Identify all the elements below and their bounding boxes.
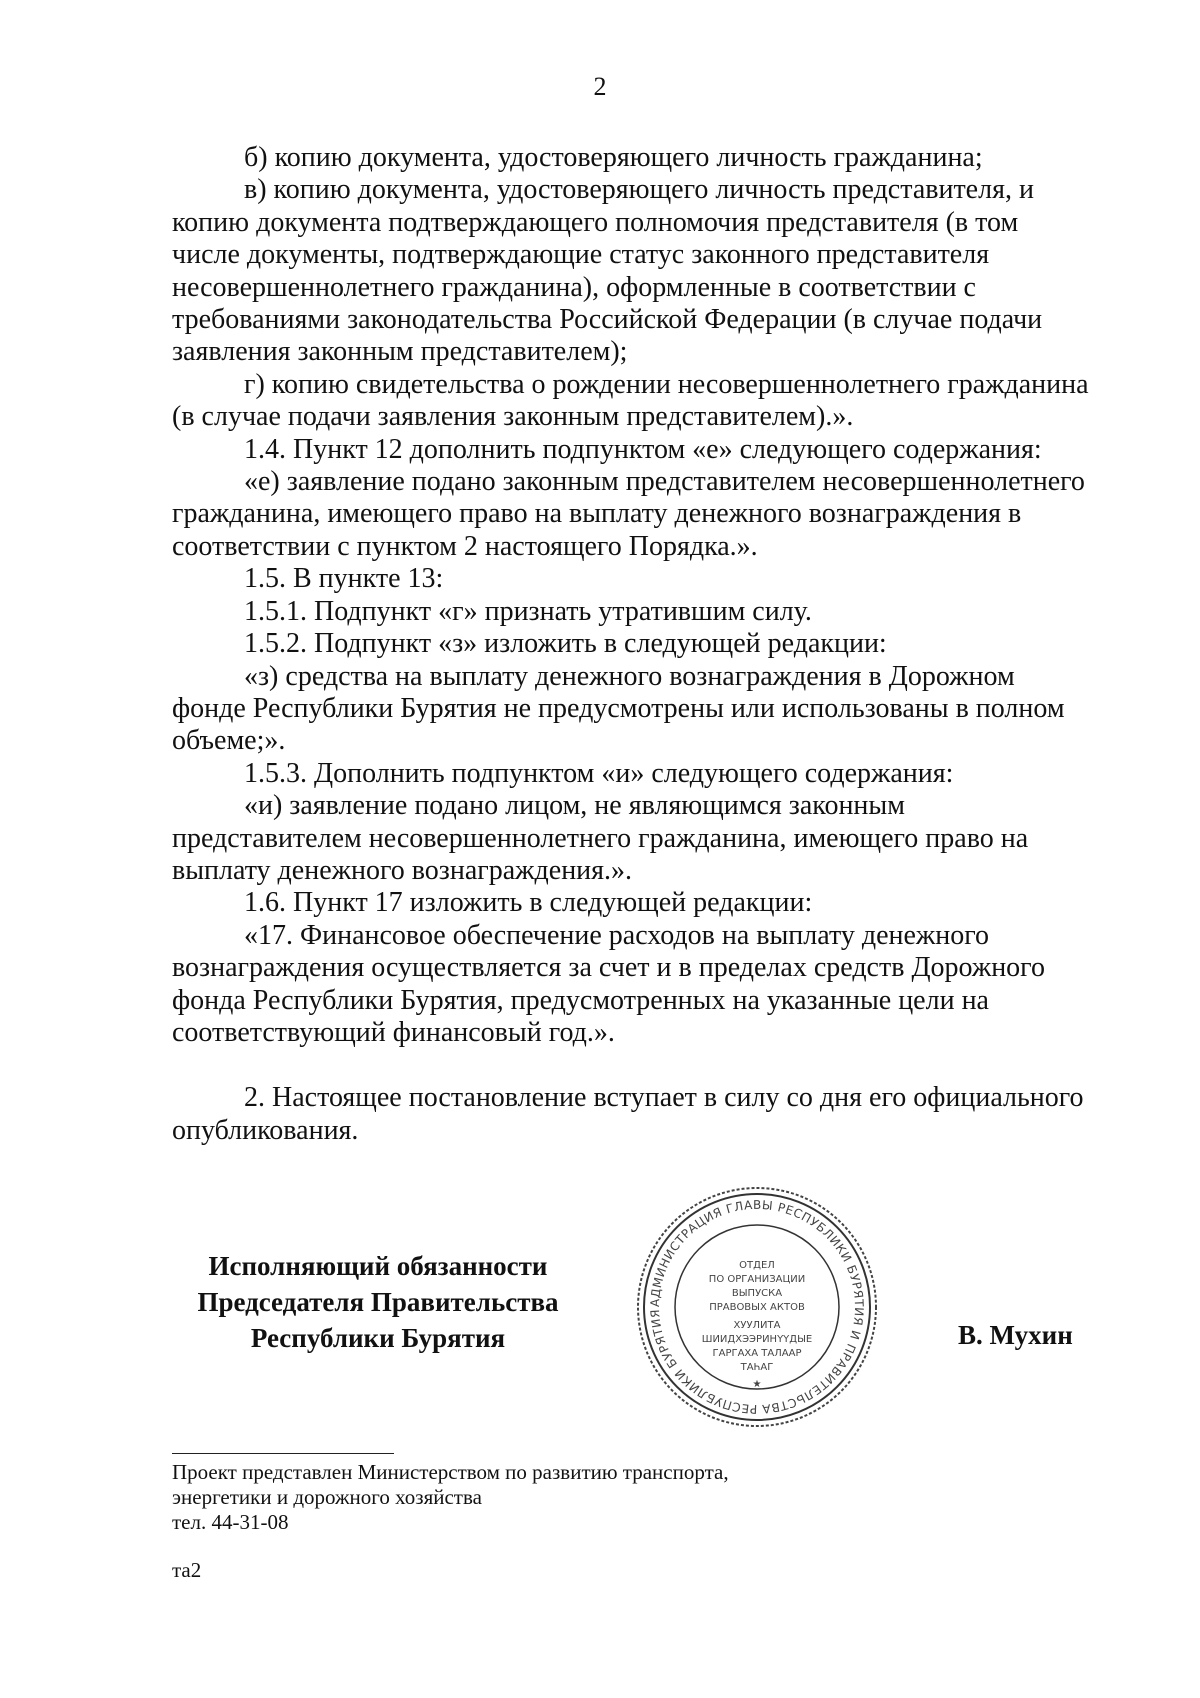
official-seal bbox=[632, 1182, 882, 1432]
paragraph-item-e: «е) заявление подано законным представителем несовершеннолетнего гражданина, имеющего право на выплату денежного вознаграждения в соответствии с пунктом 2 настоящего Порядка.». bbox=[172, 466, 1085, 562]
signatory-title-line3: Республики Бурятия bbox=[250, 1323, 506, 1353]
footnote-line2: энергетики и дорожного хозяйства bbox=[172, 1485, 482, 1509]
seal-line-7: ГАРГАХА ТАЛААР bbox=[712, 1348, 802, 1359]
seal-outer-text: АДМИНИСТРАЦИЯ ГЛАВЫ РЕСПУБЛИКИ БУРЯТИЯ И ПРАВИТЕЛЬСТВА РЕСПУБЛИКИ БУРЯТИЯ bbox=[647, 1197, 867, 1417]
footnote-line1: Проект представлен Министерством по развитию транспорта, bbox=[172, 1460, 729, 1484]
paragraph-1-4: 1.4. Пункт 12 дополнить подпунктом «е» следующего содержания: bbox=[244, 433, 1042, 465]
paragraph-item-v: в) копию документа, удостоверяющего личность представителя, и копию документа подтверждающего полномочия представителя (в том числе документы, подтверждающие статус законного представителя несовершеннолетнего гражданина), оформленные в соответствии с требованиями законодательства Российской Федерации (в случае подачи заявления законным представителем); bbox=[172, 174, 1043, 368]
footnote-divider bbox=[172, 1453, 394, 1454]
seal-line-3: ВЫПУСКА bbox=[731, 1288, 783, 1299]
paragraph-1-5-1: 1.5.1. Подпункт «г» признать утратившим силу. bbox=[244, 595, 812, 627]
paragraph-item-i: «и) заявление подано лицом, не являющимся законным представителем несовершеннолетнего гражданина, имеющего право на выплату денежного вознаграждения.». bbox=[172, 790, 1029, 886]
seal-line-1: ОТДЕЛ bbox=[739, 1260, 775, 1271]
signatory-title bbox=[178, 1248, 578, 1356]
seal-line-6: ШИИДХЭЭРИНҮҮДЫЕ bbox=[701, 1334, 813, 1345]
footnote bbox=[172, 1460, 872, 1535]
page-number: 2 bbox=[593, 72, 607, 101]
document-code: та2 bbox=[172, 1558, 202, 1582]
document-body bbox=[172, 142, 1090, 1147]
paragraph-item-g: г) копию свидетельства о рождении несовершеннолетнего гражданина (в случае подачи заявления законным представителем).». bbox=[172, 368, 1089, 433]
seal-line-2: ПО ОРГАНИЗАЦИИ bbox=[708, 1274, 806, 1285]
signatory-title-line2: Председателя Правительства bbox=[197, 1287, 559, 1317]
seal-line-4: ПРАВОВЫХ АКТОВ bbox=[709, 1302, 805, 1313]
signatory-title-line1: Исполняющий обязанности bbox=[208, 1251, 548, 1281]
paragraph-1-5-2: 1.5.2. Подпункт «з» изложить в следующей редакции: bbox=[244, 628, 887, 660]
seal-line-5: ХУУЛИТА bbox=[733, 1320, 781, 1331]
paragraph-item-b: б) копию документа, удостоверяющего личность гражданина; bbox=[244, 142, 983, 173]
paragraph-item-z: «з) средства на выплату денежного вознаграждения в Дорожном фонде Республики Бурятия не предусмотрены или использованы в полном объеме;». bbox=[172, 660, 1065, 757]
paragraph-1-5: 1.5. В пункте 13: bbox=[244, 563, 444, 595]
paragraph-item-17: «17. Финансовое обеспечение расходов на выплату денежного вознаграждения осуществляется за счет и в пределах средств Дорожного фонда Республики Бурятия, предусмотренных на указанные цели на соответствующий финансовый год.». bbox=[172, 919, 1045, 1048]
seal-star-icon: ★ bbox=[752, 1379, 762, 1390]
seal-line-8: ТАҺАГ bbox=[740, 1362, 774, 1373]
paragraph-1-6: 1.6. Пункт 17 изложить в следующей редакции: bbox=[244, 887, 813, 919]
signatory-name: В. Мухин bbox=[958, 1320, 1073, 1350]
paragraph-1-5-3: 1.5.3. Дополнить подпунктом «и» следующего содержания: bbox=[244, 757, 954, 789]
paragraph-2: 2. Настоящее постановление вступает в силу со дня его официального опубликования. bbox=[172, 1082, 1084, 1146]
footnote-phone: тел. 44-31-08 bbox=[172, 1510, 289, 1534]
